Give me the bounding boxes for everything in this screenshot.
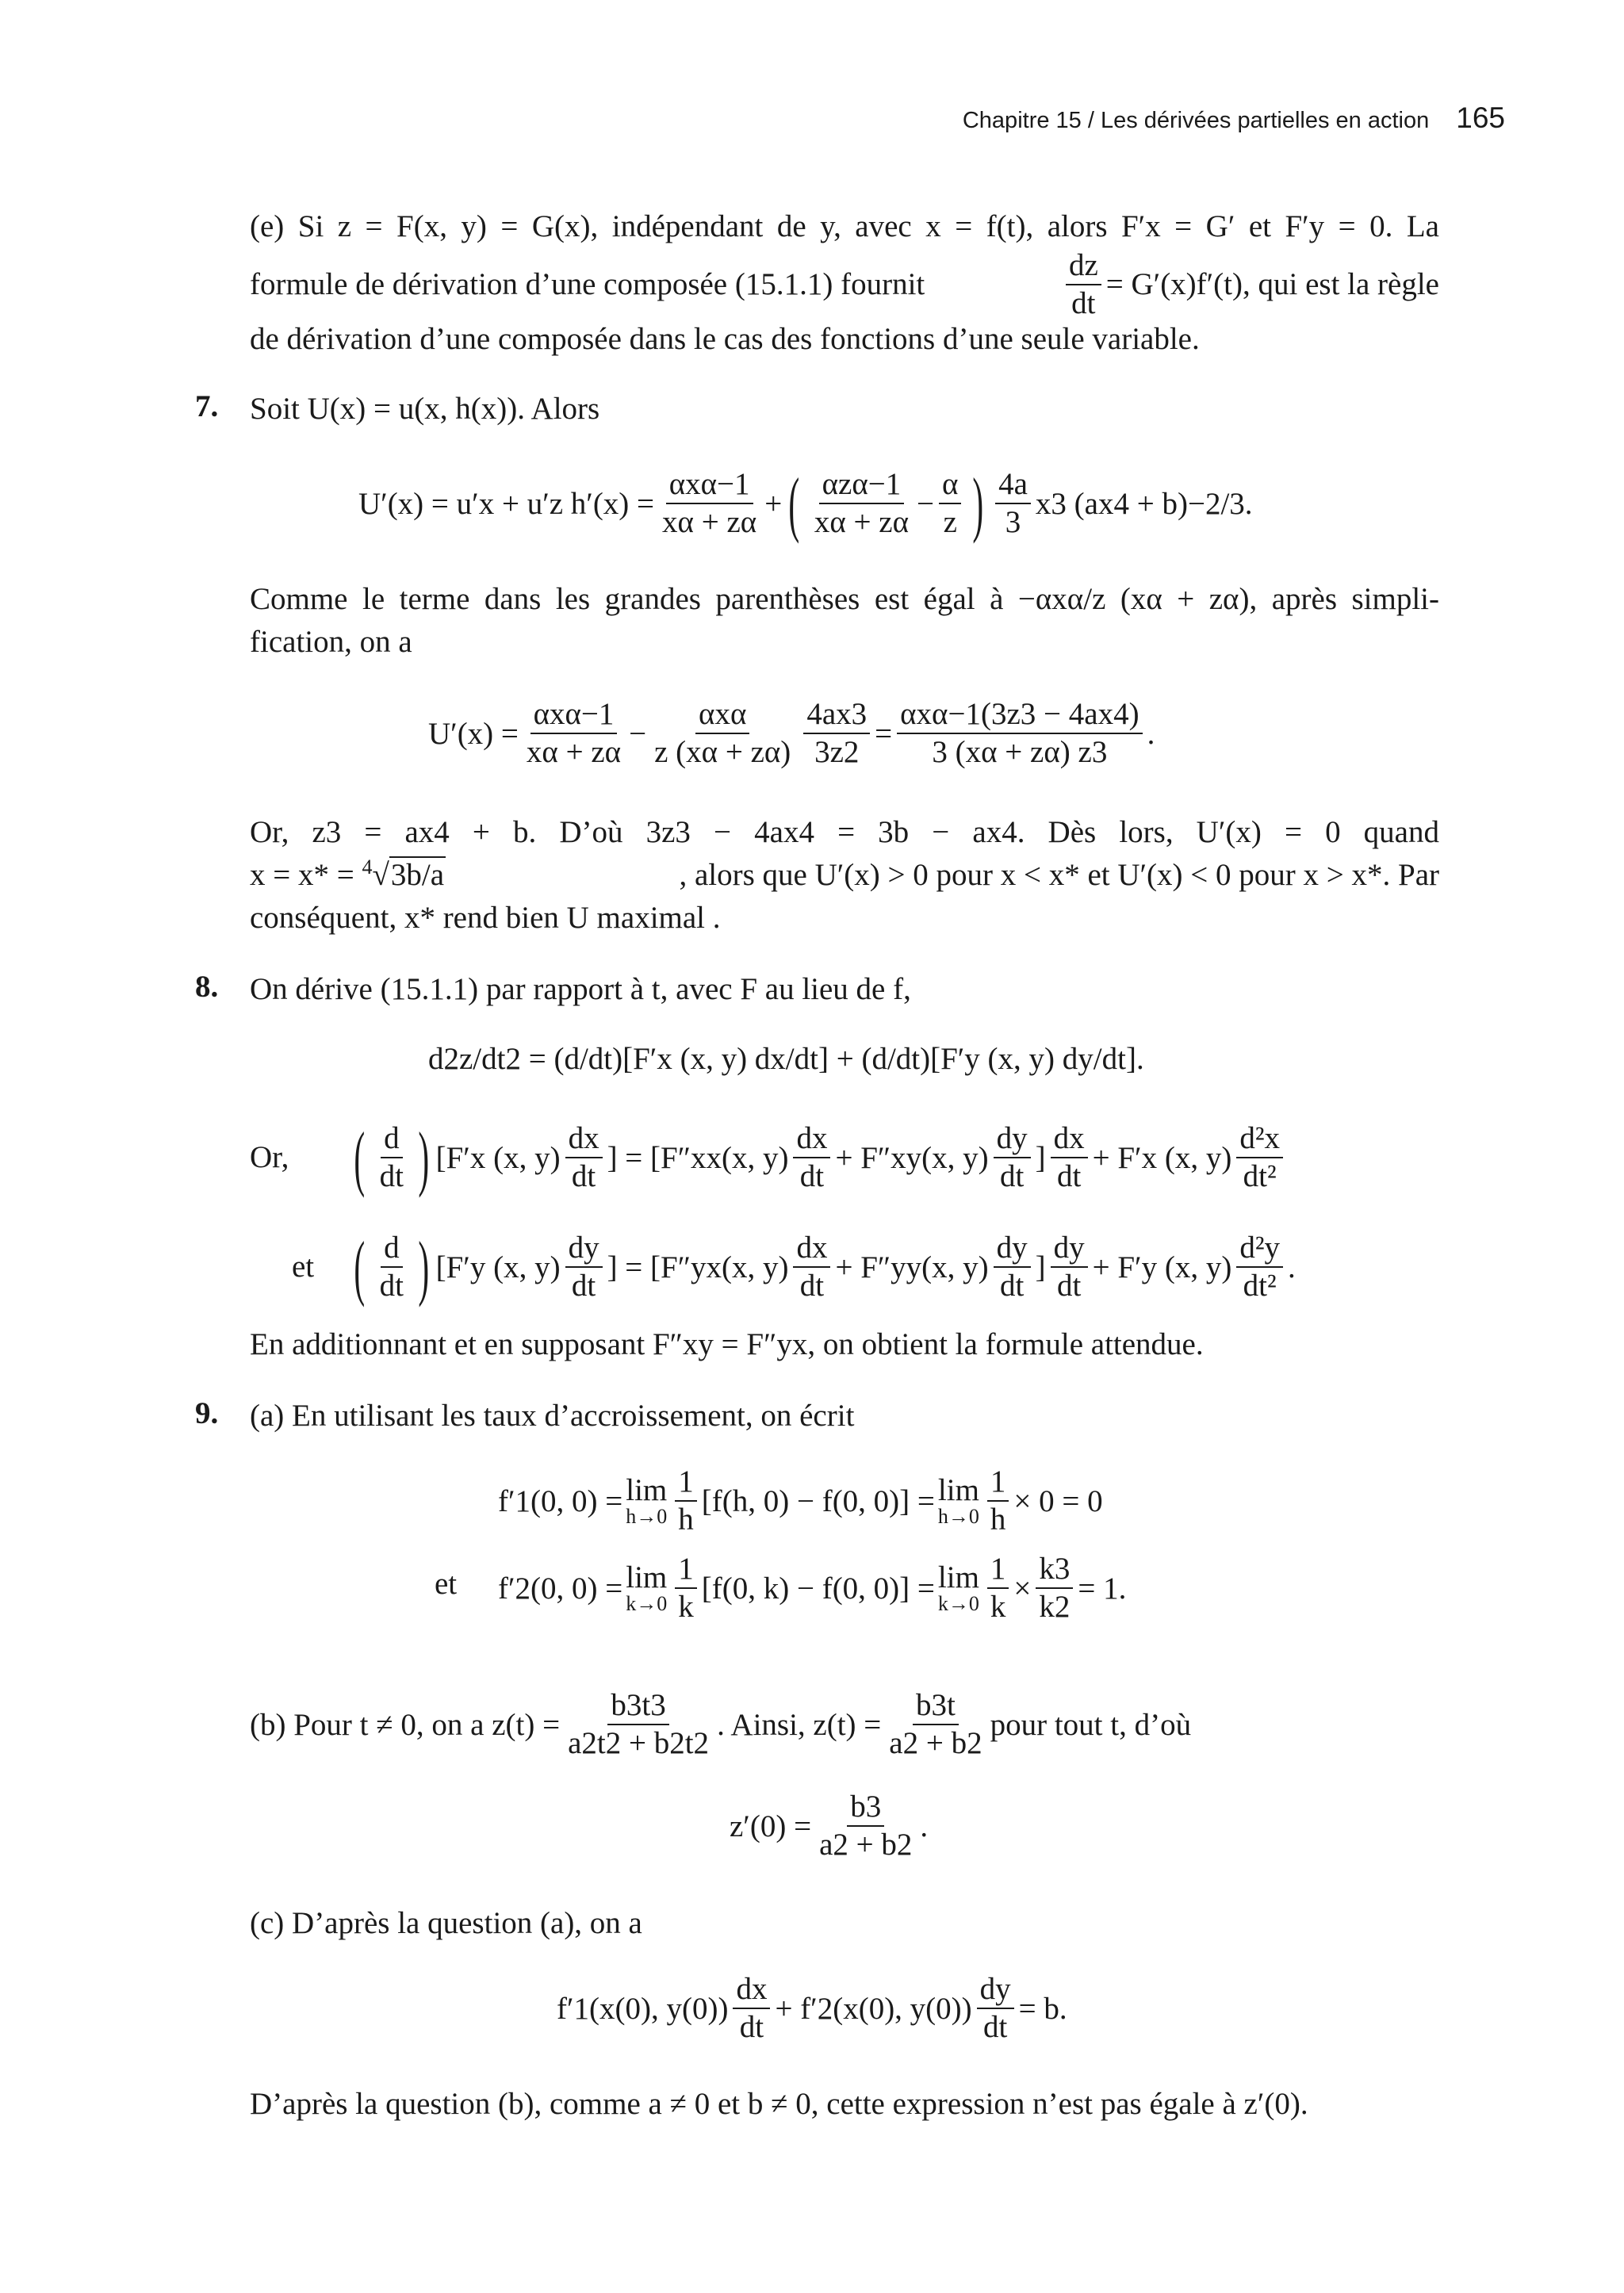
denominator: a2 + b2 (819, 1828, 913, 1862)
fraction (987, 1551, 1009, 1625)
eq-part: . (1147, 716, 1155, 751)
denominator: dt² (1243, 1269, 1277, 1303)
fraction (1236, 1120, 1283, 1195)
fraction (1051, 1230, 1088, 1304)
lim-word: lim (937, 1473, 979, 1507)
fraction (994, 1120, 1031, 1195)
denominator: dt (739, 2010, 764, 2044)
equation: d2z/dt2 = (d/dt)[F′x (x, y) dx/dt] + (d/dt)[F′y (x, y) dy/dt]. (428, 1042, 1144, 1076)
eq-part: + (764, 486, 783, 521)
fraction (994, 1230, 1031, 1304)
eq-part: z′(0) = (730, 1809, 812, 1843)
fraction (377, 1120, 407, 1195)
numerator: αxα (695, 696, 749, 734)
eq-part: [f(0, k) − f(0, 0)] = (701, 1571, 935, 1606)
eq-part: = 1. (1078, 1571, 1127, 1606)
denominator: dt (1056, 1269, 1082, 1303)
eq-part: = (875, 716, 893, 751)
equation (498, 1545, 1126, 1632)
denominator: dt (999, 1269, 1025, 1303)
eq-part: . (1288, 1250, 1296, 1284)
numerator: dy (994, 1230, 1031, 1268)
exercise-number: 9. (195, 1396, 219, 1430)
eq-part: × 0 = 0 (1013, 1483, 1103, 1518)
denominator: 3 (1005, 505, 1021, 539)
denominator: xα + zα (526, 735, 622, 769)
eq-part: × (1013, 1571, 1032, 1606)
text-line: (a) En utilisant les taux d’accroissement, on écrit (250, 1399, 855, 1433)
numerator: d²y (1236, 1230, 1283, 1268)
fraction (565, 1120, 603, 1195)
fraction (675, 1464, 697, 1538)
fraction (651, 696, 794, 771)
numerator: dy (565, 1230, 603, 1268)
limit (626, 1475, 667, 1527)
lim-word: lim (626, 1560, 668, 1594)
fraction (565, 1230, 603, 1304)
denominator: dt (379, 1269, 404, 1303)
text-span: x = x* = (250, 858, 354, 892)
paren: ) (418, 1227, 430, 1307)
text-line: Soit U(x) = u(x, h(x)). Alors (250, 392, 600, 426)
limit (626, 1562, 667, 1614)
fraction (793, 1230, 830, 1304)
fraction (793, 1120, 830, 1195)
numerator: 4a (995, 466, 1031, 504)
lim-sub: k→0 (937, 1592, 979, 1615)
numerator: dx (1051, 1120, 1088, 1158)
denominator: dt (571, 1269, 596, 1303)
numerator: αxα−1(3z3 − 4ax4) (897, 696, 1142, 734)
numerator: dy (977, 1971, 1014, 2009)
eq-part: pour tout t, d’où (990, 1707, 1192, 1742)
text-line: D’après la question (b), comme a ≠ 0 et b ≠ 0, cette expression n’est pas égale à z′(0). (250, 2087, 1308, 2121)
eq-part: . Ainsi, z(t) = (717, 1707, 882, 1742)
eq-part: + F′x (x, y) (1092, 1140, 1232, 1175)
denominator: dt (999, 1159, 1025, 1193)
text-line: et (435, 1567, 458, 1601)
page-number: 165 (1456, 101, 1505, 134)
paren: ) (972, 463, 984, 544)
fraction (659, 466, 760, 541)
eq-part: ] = [F″yx(x, y) (607, 1250, 789, 1284)
eq-part: + F″yy(x, y) (835, 1250, 989, 1284)
equation (347, 1110, 1288, 1205)
paren: ( (354, 1227, 366, 1307)
lim-sub: h→0 (937, 1505, 979, 1528)
text-span: formule de dérivation d’une composée (15.1.1) fournit (250, 267, 925, 301)
eq-part: x3 (ax4 + b)−2/3. (1035, 486, 1253, 521)
eq-part: − (917, 486, 935, 521)
denominator: a2 + b2 (889, 1726, 982, 1760)
eq-part: [F′y (x, y) (435, 1250, 561, 1284)
fraction (523, 696, 624, 771)
text-line: fication, on a (250, 625, 412, 659)
limit (938, 1562, 979, 1614)
lim-word: lim (937, 1560, 979, 1594)
text-line: Comme le terme dans les grandes parenthèses est égal à −αxα/z (xα + zα), après simpli- (250, 582, 1439, 616)
lim-sub: h→0 (626, 1505, 668, 1528)
eq-part: f′2(0, 0) = (498, 1571, 623, 1606)
denominator: dt² (1243, 1159, 1277, 1193)
equation (347, 1219, 1296, 1315)
fraction (1066, 247, 1101, 322)
text-line: En additionnant et en supposant F″xy = F″yx, on obtient la formule attendue. (250, 1327, 1204, 1361)
text-line: Or, (250, 1140, 289, 1174)
numerator: αxα−1 (666, 466, 753, 504)
denominator: k2 (1039, 1590, 1071, 1624)
fraction (733, 1971, 770, 2046)
eq-part: ] (1035, 1140, 1046, 1175)
eq-part: U′(x) = (428, 716, 519, 751)
denominator: h (678, 1503, 694, 1537)
fraction (995, 466, 1031, 541)
eq-part: − (629, 716, 647, 751)
denominator: dt (379, 1159, 404, 1193)
eq-part: [F′x (x, y) (435, 1140, 561, 1175)
denominator: h (990, 1503, 1006, 1537)
denominator: a2t2 + b2t2 (568, 1726, 710, 1760)
denominator: dt (799, 1269, 825, 1303)
text-line (250, 247, 1439, 322)
radicand: 3b/a (390, 858, 445, 892)
numerator: dx (793, 1230, 830, 1268)
eq-part: (b) Pour t ≠ 0, on a z(t) = (250, 1707, 561, 1742)
lim-sub: k→0 (626, 1592, 668, 1615)
equation (730, 1782, 928, 1870)
fraction (377, 1230, 407, 1304)
eq-part: ] = [F″xx(x, y) (607, 1140, 789, 1175)
numerator: dx (565, 1120, 603, 1158)
numerator: d²x (1236, 1120, 1283, 1158)
denominator: xα + zα (662, 505, 757, 539)
paren: ( (788, 463, 800, 544)
exercise-number: 8. (195, 970, 219, 1004)
eq-part: U′(x) = u′x + u′z h′(x) = (358, 486, 655, 521)
running-header (963, 101, 1505, 135)
fraction (1036, 1551, 1073, 1625)
text-line: (c) D’après la question (a), on a (250, 1906, 642, 1940)
denominator: dt (1071, 286, 1096, 320)
fraction (675, 1551, 697, 1625)
denominator: dt (799, 1159, 825, 1193)
equation (557, 1965, 1067, 2052)
numerator: b3 (847, 1789, 884, 1827)
denominator: k (678, 1590, 694, 1624)
numerator: dx (793, 1120, 830, 1158)
fraction (977, 1971, 1014, 2046)
fraction (886, 1687, 985, 1762)
text-line: (e) Si z = F(x, y) = G(x), indépendant de y, avec x = f(t), alors F′x = G′ et F′y = 0. La (250, 209, 1439, 243)
denominator: z (xα + zα) (654, 735, 791, 769)
denominator: 3z2 (814, 735, 860, 769)
text-line: On dérive (15.1.1) par rapport à t, avec F au lieu de f, (250, 972, 911, 1006)
paren: ( (354, 1117, 366, 1198)
denominator: k (990, 1590, 1006, 1624)
denominator: z (943, 505, 957, 539)
numerator: dx (733, 1971, 770, 2009)
numerator: d (381, 1230, 403, 1268)
fraction (987, 1464, 1009, 1538)
denominator: 3 (xα + zα) z3 (932, 735, 1108, 769)
equation (428, 682, 1155, 785)
text-line: et (292, 1250, 315, 1284)
fraction (1051, 1120, 1088, 1195)
eq-part: f′1(0, 0) = (498, 1483, 623, 1518)
fraction (897, 696, 1142, 771)
numerator: α (939, 466, 961, 504)
denominator: xα + zα (814, 505, 910, 539)
eq-part: . (920, 1809, 929, 1843)
numerator: dz (1066, 247, 1101, 285)
text-span: , alors que U′(x) > 0 pour x < x* et U′(x) < 0 pour x > x*. Par (679, 858, 1439, 892)
equation (250, 1681, 1191, 1768)
text-line: Or, z3 = ax4 + b. D’où 3z3 − 4ax4 = 3b − ax4. Dès lors, U′(x) = 0 quand (250, 815, 1439, 849)
eq-part: ] (1035, 1250, 1046, 1284)
numerator: 4ax3 (803, 696, 870, 734)
eq-part: f′1(x(0), y(0)) (557, 1991, 729, 2026)
text-line: conséquent, x* rend bien U maximal . (250, 901, 721, 935)
eq-part: + F′y (x, y) (1092, 1250, 1232, 1284)
eq-part: [f(h, 0) − f(0, 0)] = (701, 1483, 935, 1518)
root-index: 4 (362, 856, 373, 879)
text-span (1061, 247, 1439, 322)
denominator: dt (1056, 1159, 1082, 1193)
numerator: 1 (675, 1464, 697, 1502)
eq-part: + F″xy(x, y) (835, 1140, 989, 1175)
numerator: dy (1051, 1230, 1088, 1268)
fraction (816, 1789, 915, 1863)
denominator: dt (571, 1159, 596, 1193)
numerator: b3t3 (607, 1687, 668, 1725)
fraction (811, 466, 912, 541)
numerator: 1 (675, 1551, 697, 1589)
text-line: de dérivation d’une composée dans le cas des fonctions d’une seule variable. (250, 322, 1200, 356)
numerator: 1 (987, 1464, 1009, 1502)
limit (938, 1475, 979, 1527)
numerator: αxα−1 (530, 696, 618, 734)
numerator: dy (994, 1120, 1031, 1158)
text-line (250, 853, 1439, 898)
equation (498, 1457, 1103, 1545)
chapter-title: Chapitre 15 / Les dérivées partielles en action (962, 108, 1430, 133)
numerator: d (381, 1120, 403, 1158)
denominator: dt (982, 2010, 1008, 2044)
text-span: = G′(x)f′(t), qui est la règle (1105, 267, 1439, 301)
numerator: k3 (1036, 1551, 1073, 1589)
numerator: αzα−1 (819, 466, 905, 504)
fraction (939, 466, 961, 541)
text-span: x = x* = $^4$√3b/a (250, 856, 445, 892)
numerator: 1 (987, 1551, 1009, 1589)
equation (358, 452, 1253, 555)
fraction (1236, 1230, 1283, 1304)
exercise-number: 7. (195, 389, 219, 423)
fraction (803, 696, 870, 771)
paren: ) (418, 1117, 430, 1198)
lim-word: lim (626, 1473, 668, 1507)
eq-part: + f′2(x(0), y(0)) (775, 1991, 972, 2026)
eq-part: = b. (1018, 1991, 1067, 2026)
numerator: b3t (913, 1687, 959, 1725)
fraction (565, 1687, 712, 1762)
